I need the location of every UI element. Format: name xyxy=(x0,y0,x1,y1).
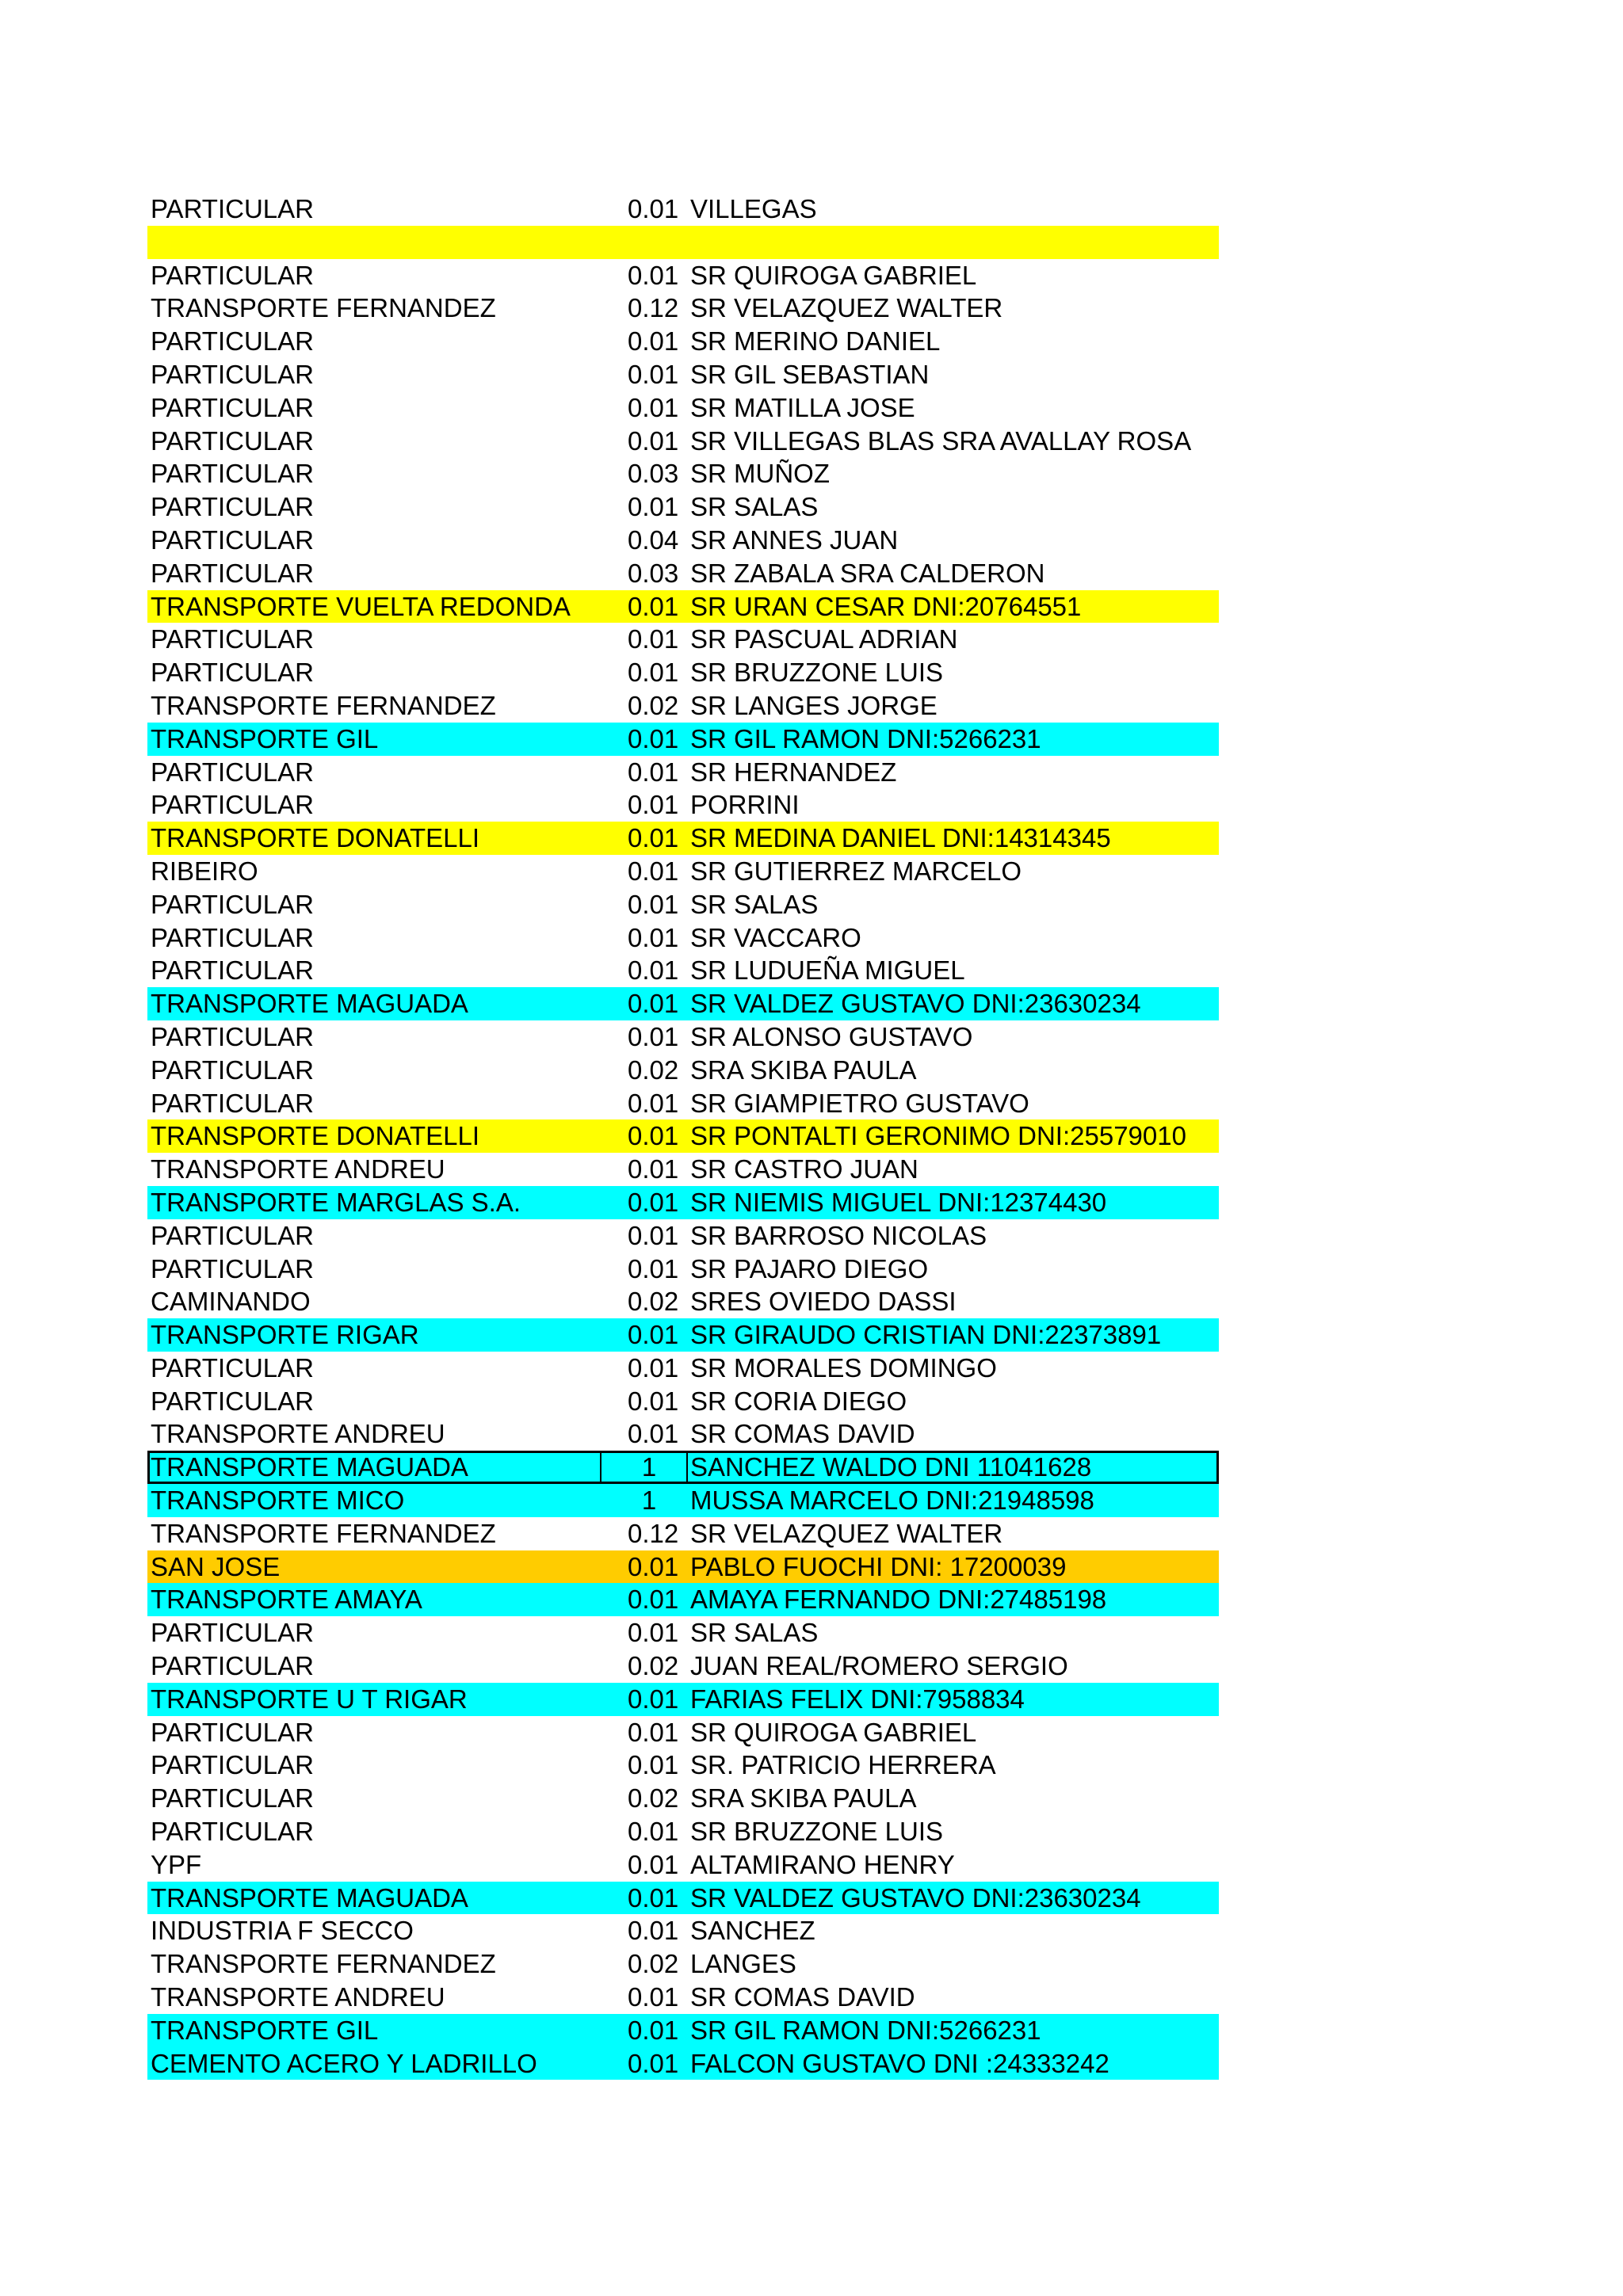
table-row xyxy=(147,822,1219,855)
table-row xyxy=(147,1947,1219,1981)
name-cell: SR COMAS DAVID xyxy=(690,1419,915,1449)
table-row xyxy=(147,1285,1219,1318)
quantity-cell: 0.01 xyxy=(628,260,679,290)
company-cell: TRANSPORTE FERNANDEZ xyxy=(151,1949,496,1979)
name-cell: SR GIAMPIETRO GUSTAVO xyxy=(690,1088,1029,1118)
table-row xyxy=(147,1153,1219,1186)
name-cell: SR. PATRICIO HERRERA xyxy=(690,1750,996,1780)
name-cell: SR CASTRO JUAN xyxy=(690,1154,918,1184)
quantity-cell: 1 xyxy=(641,1452,657,1482)
quantity-cell: 0.01 xyxy=(628,591,679,621)
quantity-cell: 0.01 xyxy=(628,1750,679,1780)
quantity-cell: 0.12 xyxy=(628,293,679,323)
table-row xyxy=(147,1882,1219,1915)
quantity-cell: 0.02 xyxy=(628,1651,679,1681)
name-cell: SANCHEZ WALDO DNI 11041628 xyxy=(690,1452,1092,1482)
table-row xyxy=(147,1583,1219,1616)
table-row xyxy=(147,656,1219,689)
company-cell: PARTICULAR xyxy=(151,1352,314,1383)
name-cell: SR PAJARO DIEGO xyxy=(690,1253,929,1283)
quantity-cell: 0.01 xyxy=(628,492,679,522)
company-cell: TRANSPORTE MAGUADA xyxy=(151,1882,468,1913)
quantity-cell: 0.01 xyxy=(628,856,679,886)
table-row xyxy=(147,325,1219,358)
company-cell: TRANSPORTE DONATELLI xyxy=(151,1121,480,1151)
table-row xyxy=(147,1417,1219,1451)
table-row xyxy=(147,1186,1219,1219)
table-row xyxy=(147,1318,1219,1352)
table-row xyxy=(147,524,1219,557)
table-row xyxy=(147,292,1219,325)
company-cell: SAN JOSE xyxy=(151,1551,281,1581)
quantity-cell: 0.01 xyxy=(628,2048,679,2078)
quantity-cell: 0.01 xyxy=(628,1882,679,1913)
quantity-cell: 0.01 xyxy=(628,1253,679,1283)
name-cell: SR ZABALA SRA CALDERON xyxy=(690,558,1045,588)
quantity-cell: 0.01 xyxy=(628,823,679,853)
table-row xyxy=(147,788,1219,822)
table-row xyxy=(147,1914,1219,1947)
table-row xyxy=(147,855,1219,888)
quantity-cell: 0.01 xyxy=(628,1684,679,1714)
name-cell: VILLEGAS xyxy=(690,194,817,223)
quantity-cell: 0.01 xyxy=(628,1187,679,1217)
table-row xyxy=(147,490,1219,524)
quantity-cell: 0.04 xyxy=(628,524,679,555)
company-cell: PARTICULAR xyxy=(151,790,314,820)
company-cell: CAMINANDO xyxy=(151,1287,311,1317)
company-cell: PARTICULAR xyxy=(151,889,314,919)
quantity-cell: 0.01 xyxy=(628,1817,679,1847)
table-row xyxy=(147,954,1219,987)
table-row xyxy=(147,1352,1219,1385)
table-row xyxy=(147,457,1219,490)
company-cell: TRANSPORTE GIL xyxy=(151,2015,379,2045)
table-row xyxy=(147,1550,1219,1584)
quantity-cell: 0.01 xyxy=(628,1849,679,1879)
quantity-cell: 0.01 xyxy=(628,922,679,952)
quantity-cell: 0.01 xyxy=(628,658,679,688)
quantity-cell: 1 xyxy=(641,1486,657,1516)
company-cell: YPF xyxy=(151,1849,202,1879)
name-cell: SR LUDUEÑA MIGUEL xyxy=(690,955,965,986)
name-cell: SR NIEMIS MIGUEL DNI:12374430 xyxy=(690,1187,1107,1217)
name-cell: SR GUTIERREZ MARCELO xyxy=(690,856,1022,886)
name-cell: SR URAN CESAR DNI:20764551 xyxy=(690,591,1082,621)
quantity-cell: 0.01 xyxy=(628,425,679,456)
table-row xyxy=(147,2014,1219,2047)
company-cell: PARTICULAR xyxy=(151,1750,314,1780)
name-cell: SR VALDEZ GUSTAVO DNI:23630234 xyxy=(690,989,1141,1019)
table-row xyxy=(147,1616,1219,1650)
table-row xyxy=(147,1054,1219,1087)
table-row xyxy=(147,1087,1219,1120)
name-cell: SR SALAS xyxy=(690,889,819,919)
name-cell: SR GIL RAMON DNI:5266231 xyxy=(690,2015,1041,2045)
company-cell: PARTICULAR xyxy=(151,392,314,422)
cell-border xyxy=(686,1451,688,1484)
company-cell: TRANSPORTE MARGLAS S.A. xyxy=(151,1187,521,1217)
company-cell: PARTICULAR xyxy=(151,326,314,357)
name-cell: SANCHEZ xyxy=(690,1916,815,1946)
company-cell: TRANSPORTE ANDREU xyxy=(151,1154,445,1184)
company-cell: PARTICULAR xyxy=(151,1021,314,1051)
name-cell: SR GIL RAMON DNI:5266231 xyxy=(690,723,1041,753)
name-cell: SR COMAS DAVID xyxy=(690,1982,915,2012)
name-cell: SR MEDINA DANIEL DNI:14314345 xyxy=(690,823,1111,853)
company-cell: TRANSPORTE ANDREU xyxy=(151,1982,445,2012)
quantity-cell: 0.01 xyxy=(628,1717,679,1747)
company-cell: CEMENTO ACERO Y LADRILLO xyxy=(151,2048,537,2078)
name-cell: FALCON GUSTAVO DNI :24333242 xyxy=(690,2048,1109,2078)
quantity-cell: 0.01 xyxy=(628,1121,679,1151)
quantity-cell: 0.01 xyxy=(628,624,679,654)
company-cell: PARTICULAR xyxy=(151,359,314,389)
table-row xyxy=(147,425,1219,458)
name-cell: ALTAMIRANO HENRY xyxy=(690,1849,955,1879)
company-cell: RIBEIRO xyxy=(151,856,258,886)
name-cell: SR VILLEGAS BLAS SRA AVALLAY ROSA xyxy=(690,425,1192,456)
company-cell: TRANSPORTE AMAYA xyxy=(151,1585,422,1615)
company-cell: TRANSPORTE FERNANDEZ xyxy=(151,690,496,720)
quantity-cell: 0.01 xyxy=(628,1551,679,1581)
table-row xyxy=(147,1517,1219,1550)
table-row xyxy=(147,1650,1219,1683)
quantity-cell: 0.01 xyxy=(628,955,679,986)
company-cell: PARTICULAR xyxy=(151,1618,314,1648)
company-cell: PARTICULAR xyxy=(151,922,314,952)
quantity-cell: 0.01 xyxy=(628,1320,679,1350)
table-row xyxy=(147,391,1219,425)
name-cell: SR BRUZZONE LUIS xyxy=(690,658,944,688)
table-row xyxy=(147,1253,1219,1286)
company-cell: TRANSPORTE MAGUADA xyxy=(151,1452,468,1482)
quantity-cell: 0.01 xyxy=(628,757,679,787)
quantity-cell: 0.01 xyxy=(628,392,679,422)
table-row xyxy=(147,193,1219,226)
quantity-cell: 0.01 xyxy=(628,889,679,919)
company-cell: TRANSPORTE VUELTA REDONDA xyxy=(151,591,571,621)
company-cell: PARTICULAR xyxy=(151,1717,314,1747)
name-cell: SR MUÑOZ xyxy=(690,459,830,489)
quantity-cell: 0.01 xyxy=(628,1088,679,1118)
quantity-cell: 0.01 xyxy=(628,1021,679,1051)
table-row xyxy=(147,1815,1219,1848)
name-cell: FARIAS FELIX DNI:7958834 xyxy=(690,1684,1025,1714)
name-cell: SR LANGES JORGE xyxy=(690,690,938,720)
quantity-cell: 0.01 xyxy=(628,1386,679,1416)
table-row xyxy=(147,557,1219,590)
table-row xyxy=(147,689,1219,723)
name-cell: SR ALONSO GUSTAVO xyxy=(690,1021,973,1051)
company-cell: TRANSPORTE FERNANDEZ xyxy=(151,1518,496,1548)
table-row xyxy=(147,1219,1219,1253)
name-cell: SR MATILLA JOSE xyxy=(690,392,915,422)
name-cell: JUAN REAL/ROMERO SERGIO xyxy=(690,1651,1068,1681)
table-row xyxy=(147,1716,1219,1749)
name-cell: AMAYA FERNANDO DNI:27485198 xyxy=(690,1585,1107,1615)
company-cell: PARTICULAR xyxy=(151,1817,314,1847)
company-cell: TRANSPORTE MAGUADA xyxy=(151,989,468,1019)
company-cell: INDUSTRIA F SECCO xyxy=(151,1916,414,1946)
quantity-cell: 0.02 xyxy=(628,1783,679,1814)
company-cell: PARTICULAR xyxy=(151,1220,314,1250)
name-cell: SRA SKIBA PAULA xyxy=(690,1783,917,1814)
name-cell: MUSSA MARCELO DNI:21948598 xyxy=(690,1486,1094,1516)
quantity-cell: 0.03 xyxy=(628,459,679,489)
name-cell: SR MERINO DANIEL xyxy=(690,326,941,357)
quantity-cell: 0.02 xyxy=(628,1949,679,1979)
name-cell: SR PASCUAL ADRIAN xyxy=(690,624,958,654)
table-row xyxy=(147,1782,1219,1815)
quantity-cell: 0.01 xyxy=(628,1585,679,1615)
company-cell: PARTICULAR xyxy=(151,425,314,456)
company-cell: TRANSPORTE ANDREU xyxy=(151,1419,445,1449)
company-cell: PARTICULAR xyxy=(151,955,314,986)
company-cell: PARTICULAR xyxy=(151,459,314,489)
table-row xyxy=(147,259,1219,292)
company-cell: TRANSPORTE RIGAR xyxy=(151,1320,419,1350)
table-row xyxy=(147,888,1219,921)
spreadsheet-table xyxy=(147,193,1219,2080)
quantity-cell: 0.01 xyxy=(628,359,679,389)
table-row xyxy=(147,1119,1219,1153)
table-row xyxy=(147,590,1219,624)
name-cell: SR HERNANDEZ xyxy=(690,757,897,787)
company-cell: TRANSPORTE DONATELLI xyxy=(151,823,480,853)
company-cell: PARTICULAR xyxy=(151,624,314,654)
name-cell: SR SALAS xyxy=(690,1618,819,1648)
company-cell: TRANSPORTE U T RIGAR xyxy=(151,1684,468,1714)
table-row xyxy=(147,987,1219,1020)
quantity-cell: 0.01 xyxy=(628,1154,679,1184)
name-cell: SR ANNES JUAN xyxy=(690,524,899,555)
company-cell: TRANSPORTE GIL xyxy=(151,723,379,753)
name-cell: SR MORALES DOMINGO xyxy=(690,1352,997,1383)
quantity-cell: 0.02 xyxy=(628,690,679,720)
name-cell: SR PONTALTI GERONIMO DNI:25579010 xyxy=(690,1121,1186,1151)
quantity-cell: 0.01 xyxy=(628,194,679,223)
table-row xyxy=(147,723,1219,756)
company-cell: PARTICULAR xyxy=(151,1253,314,1283)
table-row xyxy=(147,1981,1219,2014)
table-row xyxy=(147,2047,1219,2081)
table-row xyxy=(147,1848,1219,1882)
name-cell: SR QUIROGA GABRIEL xyxy=(690,260,977,290)
table-row xyxy=(147,1020,1219,1054)
table-row xyxy=(147,623,1219,656)
quantity-cell: 0.02 xyxy=(628,1055,679,1085)
name-cell: SR CORIA DIEGO xyxy=(690,1386,907,1416)
company-cell: PARTICULAR xyxy=(151,524,314,555)
company-cell: PARTICULAR xyxy=(151,757,314,787)
name-cell: SRA SKIBA PAULA xyxy=(690,1055,917,1085)
name-cell: LANGES xyxy=(690,1949,796,1979)
quantity-cell: 0.01 xyxy=(628,1352,679,1383)
name-cell: SR VALDEZ GUSTAVO DNI:23630234 xyxy=(690,1882,1141,1913)
company-cell: PARTICULAR xyxy=(151,1055,314,1085)
table-row xyxy=(147,1484,1219,1517)
quantity-cell: 0.01 xyxy=(628,1618,679,1648)
name-cell: PABLO FUOCHI DNI: 17200039 xyxy=(690,1551,1067,1581)
quantity-cell: 0.12 xyxy=(628,1518,679,1548)
company-cell: TRANSPORTE MICO xyxy=(151,1486,405,1516)
table-row xyxy=(147,226,1219,259)
quantity-cell: 0.01 xyxy=(628,1916,679,1946)
table-row xyxy=(147,1683,1219,1716)
name-cell: PORRINI xyxy=(690,790,800,820)
quantity-cell: 0.01 xyxy=(628,326,679,357)
name-cell: SR VELAZQUEZ WALTER xyxy=(690,1518,1003,1548)
company-cell: PARTICULAR xyxy=(151,658,314,688)
table-row xyxy=(147,1749,1219,1782)
company-cell: PARTICULAR xyxy=(151,260,314,290)
table-row xyxy=(147,1385,1219,1418)
name-cell: SR VACCARO xyxy=(690,922,861,952)
company-cell: PARTICULAR xyxy=(151,194,314,223)
name-cell: SR GIL SEBASTIAN xyxy=(690,359,930,389)
quantity-cell: 0.01 xyxy=(628,1982,679,2012)
name-cell: SRES OVIEDO DASSI xyxy=(690,1287,957,1317)
table-row xyxy=(147,756,1219,789)
table-row xyxy=(147,1451,1219,1484)
company-cell: TRANSPORTE FERNANDEZ xyxy=(151,293,496,323)
name-cell: SR BARROSO NICOLAS xyxy=(690,1220,987,1250)
table-row xyxy=(147,358,1219,391)
company-cell: PARTICULAR xyxy=(151,1651,314,1681)
name-cell: SR SALAS xyxy=(690,492,819,522)
name-cell: SR GIRAUDO CRISTIAN DNI:22373891 xyxy=(690,1320,1162,1350)
quantity-cell: 0.01 xyxy=(628,989,679,1019)
company-cell: PARTICULAR xyxy=(151,1088,314,1118)
name-cell: SR BRUZZONE LUIS xyxy=(690,1817,944,1847)
table-row xyxy=(147,921,1219,955)
quantity-cell: 0.01 xyxy=(628,723,679,753)
quantity-cell: 0.01 xyxy=(628,1419,679,1449)
company-cell: PARTICULAR xyxy=(151,1783,314,1814)
name-cell: SR QUIROGA GABRIEL xyxy=(690,1717,977,1747)
cell-border xyxy=(600,1451,601,1484)
quantity-cell: 0.03 xyxy=(628,558,679,588)
company-cell: PARTICULAR xyxy=(151,492,314,522)
name-cell: SR VELAZQUEZ WALTER xyxy=(690,293,1003,323)
company-cell: PARTICULAR xyxy=(151,1386,314,1416)
quantity-cell: 0.01 xyxy=(628,2015,679,2045)
quantity-cell: 0.01 xyxy=(628,1220,679,1250)
company-cell: PARTICULAR xyxy=(151,558,314,588)
quantity-cell: 0.01 xyxy=(628,790,679,820)
quantity-cell: 0.02 xyxy=(628,1287,679,1317)
